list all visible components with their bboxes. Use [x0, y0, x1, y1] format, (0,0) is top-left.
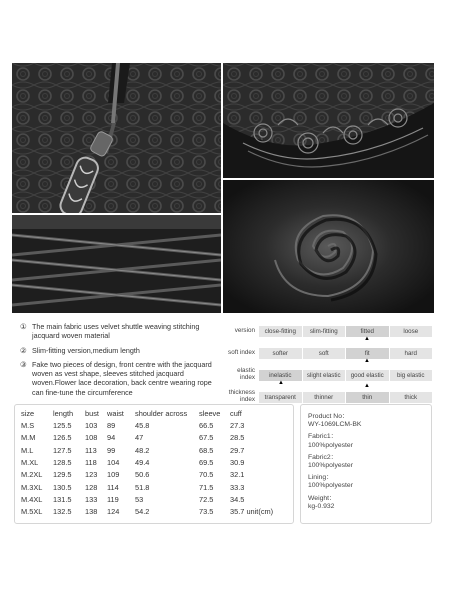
fit-row-label: thickness index	[228, 389, 255, 403]
table-cell: 128.5	[53, 458, 72, 468]
fit-option: big elastic	[390, 370, 433, 381]
table-row	[15, 481, 288, 493]
fabric1-info	[308, 433, 431, 449]
table-cell: 54.2	[135, 507, 150, 517]
selected-marker-icon: ▲	[278, 380, 284, 386]
product-info-panel	[300, 404, 432, 524]
table-cell: 49.4	[135, 458, 150, 468]
table-cell: 70.5	[199, 470, 214, 480]
column-header: sleeve	[199, 408, 221, 418]
fit-option-selected: inelastic	[259, 370, 302, 381]
table-cell: 66.5	[199, 421, 214, 431]
table-cell: 32.1	[230, 470, 245, 480]
fit-option: loose	[390, 326, 433, 337]
lace-detail-photo	[223, 63, 434, 178]
fabric1-label: Fabric1：	[308, 433, 338, 441]
table-cell: 67.5	[199, 433, 214, 443]
table-cell: M.M	[21, 433, 36, 443]
fit-row-label: elastic index	[237, 367, 255, 381]
table-cell: 47	[135, 433, 144, 443]
table-cell: 127.5	[53, 445, 72, 455]
table-cell: 73.5	[199, 507, 214, 517]
table-cell: 30.9	[230, 458, 245, 468]
table-cell: 33.3	[230, 482, 245, 492]
fit-row-label: soft index	[228, 348, 255, 356]
selected-marker-icon: ▲	[364, 336, 370, 342]
table-cell: 138	[85, 507, 98, 517]
table-cell: M.3XL	[21, 482, 43, 492]
lining-info	[308, 474, 431, 490]
fit-row-version	[224, 320, 432, 342]
table-cell: 124	[107, 507, 120, 517]
weight-value: kg-0.932	[308, 502, 335, 510]
feature-item	[20, 360, 220, 397]
feature-item	[20, 322, 220, 341]
table-row	[15, 469, 288, 481]
column-header: bust	[85, 408, 99, 418]
feature-number: ②	[20, 345, 27, 355]
table-cell: 99	[107, 445, 116, 455]
fit-option: slight elastic	[303, 370, 346, 381]
feature-text: The main fabric uses velvet shuttle weaving stitching jacquard woven material	[32, 322, 200, 341]
fabric1-value: 100%polyester	[308, 441, 353, 449]
weight-info	[308, 495, 431, 511]
table-cell: 51.8	[135, 482, 150, 492]
column-header: size	[21, 408, 35, 418]
table-cell: 69.5	[199, 458, 214, 468]
table-cell: 72.5	[199, 494, 214, 504]
table-cell: 89	[107, 421, 116, 431]
fit-option-selected: fit	[346, 348, 389, 359]
fit-row-soft	[224, 342, 432, 364]
table-cell: 28.5	[230, 433, 245, 443]
fit-option-selected: thin	[346, 392, 389, 403]
fit-option: good elastic	[346, 370, 389, 381]
product-number	[308, 413, 431, 429]
table-cell: 123	[85, 470, 98, 480]
fit-option: close-fitting	[259, 326, 302, 337]
size-table-panel	[14, 404, 294, 524]
table-cell: 109	[107, 470, 120, 480]
column-header: shoulder across	[135, 408, 188, 418]
zipper-detail-photo	[12, 63, 221, 213]
table-header-row	[15, 407, 288, 420]
column-header: cuff	[230, 408, 242, 418]
lining-value: 100%polyester	[308, 482, 353, 490]
table-cell: 132.5	[53, 507, 72, 517]
feature-text: Slim-fitting version,medium length	[32, 345, 140, 355]
product-photo-grid	[12, 63, 434, 313]
fit-option: hard	[390, 348, 433, 359]
corset-lacing-photo	[12, 215, 221, 313]
fit-option-selected: fitted	[346, 326, 389, 337]
fit-option: slim-fitting	[303, 326, 346, 337]
fit-option: soft	[303, 348, 346, 359]
table-row	[15, 493, 288, 505]
table-cell: M.L	[21, 445, 34, 455]
product-number-label: Product No：	[308, 413, 349, 420]
fit-option: transparent	[259, 392, 302, 403]
table-row	[15, 432, 288, 444]
table-cell: 108	[85, 433, 98, 443]
table-cell: 113	[85, 445, 97, 455]
fit-index-chart	[224, 320, 432, 408]
table-cell: 128	[85, 482, 98, 492]
table-cell: 126.5	[53, 433, 72, 443]
table-cell: 104	[107, 458, 120, 468]
table-cell: 34.5	[230, 494, 245, 504]
table-cell: 68.5	[199, 445, 214, 455]
table-cell: 130.5	[53, 482, 72, 492]
table-cell: 27.3	[230, 421, 245, 431]
table-cell: 103	[85, 421, 98, 431]
feature-item	[20, 346, 220, 355]
fabric2-value: 100%polyester	[308, 462, 353, 470]
fit-option: thick	[390, 392, 433, 403]
fit-option: softer	[259, 348, 302, 359]
feature-list	[20, 322, 220, 402]
selected-marker-icon: ▲	[364, 358, 370, 364]
column-header: waist	[107, 408, 124, 418]
table-cell: 129.5	[53, 470, 72, 480]
table-cell: M.2XL	[21, 470, 43, 480]
table-cell: 94	[107, 433, 116, 443]
table-cell: M.XL	[21, 458, 39, 468]
table-cell: 114	[107, 482, 119, 492]
feature-number: ③	[20, 359, 27, 369]
weight-label: Weight：	[308, 494, 336, 502]
table-cell: 35.7 unit(cm)	[230, 507, 274, 517]
feature-number: ①	[20, 322, 27, 331]
table-cell: 133	[85, 494, 98, 504]
fit-row-label: version	[234, 326, 255, 334]
table-cell: 29.7	[230, 445, 245, 455]
fabric2-info	[308, 454, 431, 470]
table-cell: 50.6	[135, 470, 150, 480]
table-cell: M.5XL	[21, 507, 43, 517]
table-cell: 48.2	[135, 445, 150, 455]
table-cell: 53	[135, 494, 144, 504]
table-row	[15, 420, 288, 432]
table-cell: 125.5	[53, 421, 72, 431]
fit-option: thinner	[303, 392, 346, 403]
table-cell: 45.8	[135, 421, 150, 431]
table-row	[15, 506, 288, 518]
product-number-value: WY-1069LCM-BK	[308, 421, 362, 429]
size-table	[15, 407, 288, 518]
table-row	[15, 456, 288, 468]
table-cell: M.S	[21, 421, 35, 431]
velvet-fabric-photo	[223, 180, 434, 313]
table-cell: 118	[85, 458, 97, 468]
fabric2-label: Fabric2：	[308, 453, 338, 461]
table-cell: 71.5	[199, 482, 214, 492]
column-header: length	[53, 408, 74, 418]
feature-text: Fake two pieces of design, front centre with the jacquard woven as vest shape, sleeves stitched jacquard woven.Flower lace decoration, back centre wearing rope can fine-tune the circumference	[32, 359, 212, 397]
lining-label: Lining：	[308, 474, 333, 482]
table-row	[15, 444, 288, 456]
table-cell: 131.5	[53, 494, 72, 504]
table-cell: 119	[107, 494, 119, 504]
table-cell: M.4XL	[21, 494, 43, 504]
selected-marker-icon: ▲	[364, 383, 370, 389]
fit-row-elastic	[224, 364, 432, 386]
